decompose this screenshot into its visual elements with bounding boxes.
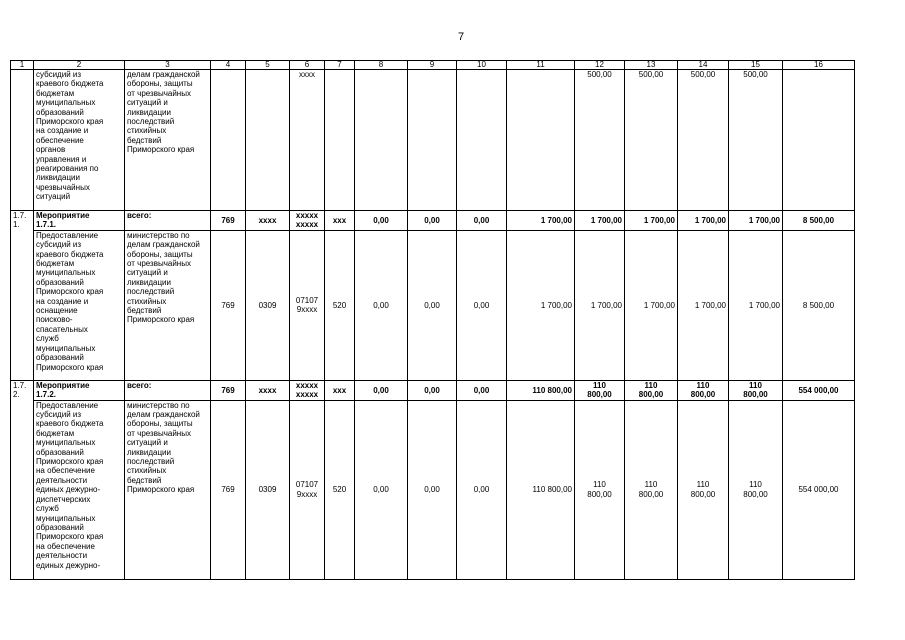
cell-13: 1 700,00 [625, 211, 678, 231]
cell-5: 0309 [246, 230, 290, 380]
header-cell: 3 [125, 61, 211, 70]
cell-10 [457, 70, 507, 211]
cell-4 [211, 70, 246, 211]
cell-6: 07107 9хххх [290, 400, 325, 579]
header-cell: 9 [408, 61, 457, 70]
cell-9: 0,00 [408, 230, 457, 380]
table-row-continuation [11, 70, 855, 211]
cell-title: Мероприятие 1.7.2. [34, 380, 125, 400]
cell-11: 1 700,00 [507, 211, 575, 231]
cell-14: 110 800,00 [678, 400, 729, 579]
cell-8: 0,00 [355, 400, 408, 579]
cell-6: ххххх ххххх [290, 380, 325, 400]
cell-title: Мероприятие 1.7.1. [34, 211, 125, 231]
cell-13: 1 700,00 [625, 230, 678, 380]
cell-15: 110 800,00 [729, 380, 783, 400]
table-row-detail-1-7-1 [11, 230, 855, 380]
cell-7: 520 [325, 230, 355, 380]
cell-5: хххх [246, 211, 290, 231]
cell-15: 1 700,00 [729, 211, 783, 231]
cell-7 [325, 70, 355, 211]
cell-14: 1 700,00 [678, 230, 729, 380]
cell-15: 110 800,00 [729, 400, 783, 579]
header-cell: 2 [34, 61, 125, 70]
cell-11: 110 800,00 [507, 380, 575, 400]
header-cell: 8 [355, 61, 408, 70]
header-cell: 5 [246, 61, 290, 70]
cell-8: 0,00 [355, 211, 408, 231]
cell-12: 110 800,00 [575, 400, 625, 579]
cell-9: 0,00 [408, 211, 457, 231]
cell-12: 500,00 [575, 70, 625, 211]
table-row-total-1-7-1 [11, 211, 855, 231]
cell-13: 110 800,00 [625, 400, 678, 579]
cell-description: Предоставление субсидий из краевого бюджета бюджетам муниципальных образований Приморского края на обеспечение деятельности единых дежурно- диспетчерских служб муниципальных образований Приморского края на обеспечение деятельности единых дежурно- [34, 400, 125, 579]
cell-10: 0,00 [457, 211, 507, 231]
cell-7: ххх [325, 211, 355, 231]
table-row-detail-1-7-2 [11, 400, 855, 579]
cell-8 [355, 70, 408, 211]
cell-description: субсидий из краевого бюджета бюджетам муниципальных образований Приморского края на создание и обеспечение органов управления и реагирования по ликвидации чрезвычайных ситуаций [34, 70, 125, 211]
header-row [11, 61, 855, 70]
header-cell: 4 [211, 61, 246, 70]
cell-6: 07107 9хххх [290, 230, 325, 380]
cell-13: 110 800,00 [625, 380, 678, 400]
cell-12: 1 700,00 [575, 230, 625, 380]
cell-7: ххх [325, 380, 355, 400]
header-cell: 10 [457, 61, 507, 70]
header-cell: 12 [575, 61, 625, 70]
cell-executor: министерство по делам гражданской обороны, защиты от чрезвычайных ситуаций и ликвидации последствий стихийных бедствий Приморского края [125, 230, 211, 380]
header-cell: 11 [507, 61, 575, 70]
cell-4: 769 [211, 211, 246, 231]
cell-12: 110 800,00 [575, 380, 625, 400]
cell-6: ххххх ххххх [290, 211, 325, 231]
cell-11: 110 800,00 [507, 400, 575, 579]
cell-description: Предоставление субсидий из краевого бюджета бюджетам муниципальных образований Приморского края на создание и оснащение поисково- спасательных служб муниципальных образований Приморского края [34, 230, 125, 380]
cell-9: 0,00 [408, 380, 457, 400]
cell-executor: министерство по делам гражданской обороны, защиты от чрезвычайных ситуаций и ликвидации последствий стихийных бедствий Приморского края [125, 400, 211, 579]
cell-10: 0,00 [457, 230, 507, 380]
cell-total-label: всего: [125, 211, 211, 231]
cell-11: 1 700,00 [507, 230, 575, 380]
cell-num [11, 70, 34, 211]
cell-8: 0,00 [355, 230, 408, 380]
header-cell: 7 [325, 61, 355, 70]
cell-14: 110 800,00 [678, 380, 729, 400]
cell-16: 8 500,00 [783, 230, 855, 380]
cell-10: 0,00 [457, 380, 507, 400]
header-cell: 6 [290, 61, 325, 70]
cell-13: 500,00 [625, 70, 678, 211]
program-table [10, 60, 855, 580]
cell-6: хххх [290, 70, 325, 211]
cell-4: 769 [211, 380, 246, 400]
cell-4: 769 [211, 400, 246, 579]
cell-9 [408, 70, 457, 211]
cell-5: 0309 [246, 400, 290, 579]
cell-16: 554 000,00 [783, 400, 855, 579]
cell-8: 0,00 [355, 380, 408, 400]
cell-16: 8 500,00 [783, 211, 855, 231]
cell-total-label: всего: [125, 380, 211, 400]
cell-7: 520 [325, 400, 355, 579]
cell-16: 554 000,00 [783, 380, 855, 400]
cell-11 [507, 70, 575, 211]
cell-9: 0,00 [408, 400, 457, 579]
header-cell: 13 [625, 61, 678, 70]
header-cell: 16 [783, 61, 855, 70]
table-row-total-1-7-2 [11, 380, 855, 400]
cell-5: хххх [246, 380, 290, 400]
page-number: 7 [458, 31, 465, 43]
header-cell: 14 [678, 61, 729, 70]
cell-15: 1 700,00 [729, 230, 783, 380]
cell-15: 500,00 [729, 70, 783, 211]
cell-10: 0,00 [457, 400, 507, 579]
header-cell: 15 [729, 61, 783, 70]
header-cell: 1 [11, 61, 34, 70]
cell-num: 1.7. 2. [11, 380, 34, 579]
cell-executor: делам гражданской обороны, защиты от чрезвычайных ситуаций и ликвидации последствий стихийных бедствий Приморского края [125, 70, 211, 211]
cell-4: 769 [211, 230, 246, 380]
cell-16 [783, 70, 855, 211]
cell-12: 1 700,00 [575, 211, 625, 231]
cell-14: 500,00 [678, 70, 729, 211]
cell-num: 1.7. 1. [11, 211, 34, 381]
cell-14: 1 700,00 [678, 211, 729, 231]
cell-5 [246, 70, 290, 211]
